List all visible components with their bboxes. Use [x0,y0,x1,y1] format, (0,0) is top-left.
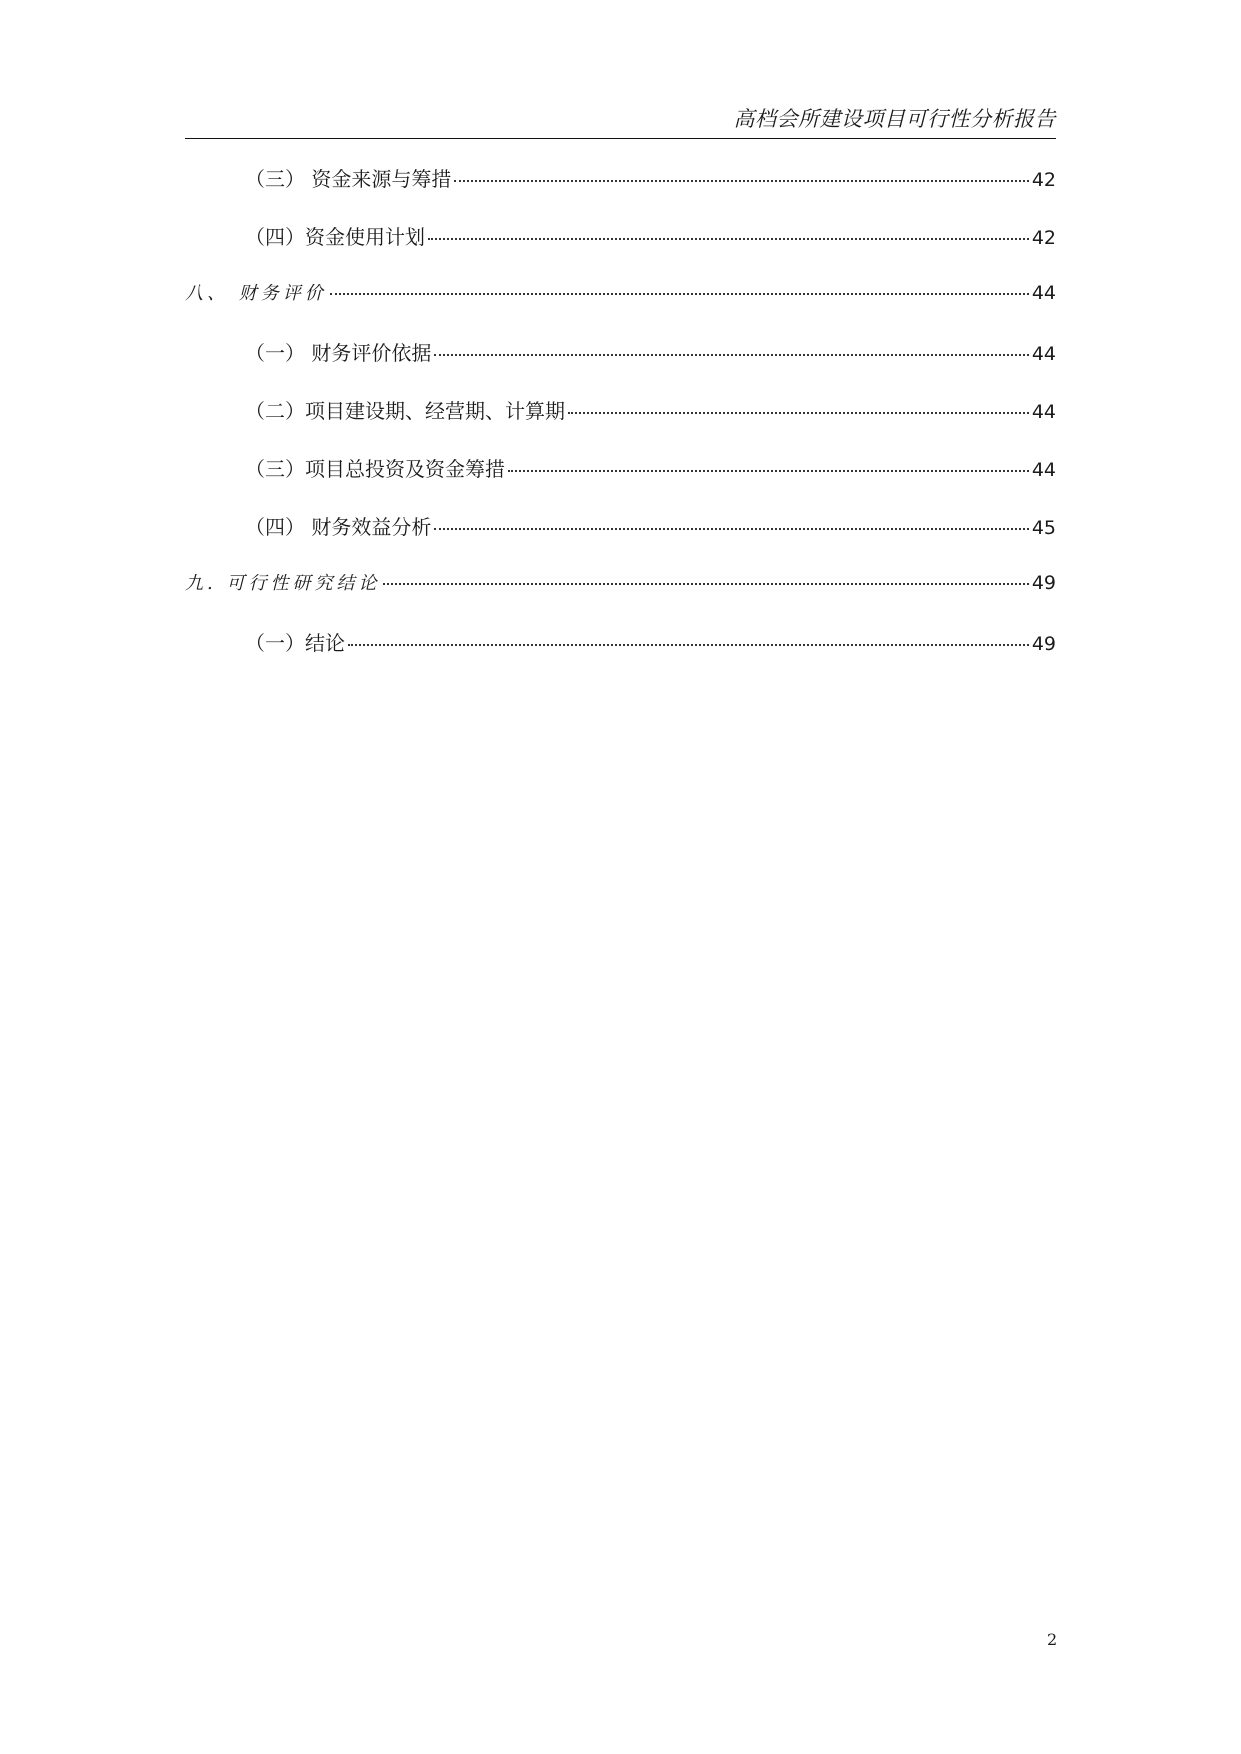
toc-entry-label: （三）项目总投资及资金筹措 [245,457,505,481]
toc-section-label: 九. 可行性研究结论 [185,573,381,594]
toc-entry[interactable] [185,337,1056,395]
toc-dot-leader [348,644,1029,646]
toc-entry[interactable] [185,395,1056,453]
toc-entry-label: （四）资金使用计划 [245,225,425,249]
toc-entry[interactable] [185,511,1056,569]
page-header-title: 高档会所建设项目可行性分析报告 [733,107,1056,131]
header-rule [185,138,1056,139]
toc-entry[interactable] [185,453,1056,511]
toc-entry-label: （三） 资金来源与筹措 [245,167,452,191]
toc-entry-page: 44 [1031,401,1056,423]
toc-entry-page: 44 [1031,343,1056,365]
toc-entry-label: （二）项目建设期、经营期、计算期 [245,399,565,423]
toc-dot-leader [428,238,1029,240]
toc-dot-leader [383,583,1028,585]
toc-entry-label: （一） 财务评价依据 [245,341,432,365]
toc-entry-page: 42 [1031,169,1056,191]
toc-section-heading[interactable] [185,279,1056,337]
toc-entry-page: 45 [1031,517,1056,539]
toc-entry[interactable] [185,627,1056,685]
toc-entry[interactable] [185,163,1056,221]
toc-dot-leader [568,412,1029,414]
toc-entry-page: 49 [1031,633,1056,655]
toc-entry-label: （一）结论 [245,631,345,655]
toc-dot-leader [330,293,1029,295]
toc-section-heading[interactable] [185,569,1056,627]
toc-entry-page: 42 [1031,227,1056,249]
toc-entry[interactable] [185,221,1056,279]
toc-dot-leader [434,354,1028,356]
toc-section-label: 八、 财务评价 [185,283,327,304]
toc-entry-page: 44 [1031,459,1056,481]
toc-entry-page: 49 [1031,572,1056,594]
toc-dot-leader [508,470,1029,472]
toc-dot-leader [434,528,1028,530]
toc-entry-page: 44 [1031,282,1056,304]
toc-entry-label: （四） 财务效益分析 [245,515,432,539]
table-of-contents [185,163,1056,685]
toc-dot-leader [454,180,1028,182]
page-number: 2 [1047,1630,1058,1649]
